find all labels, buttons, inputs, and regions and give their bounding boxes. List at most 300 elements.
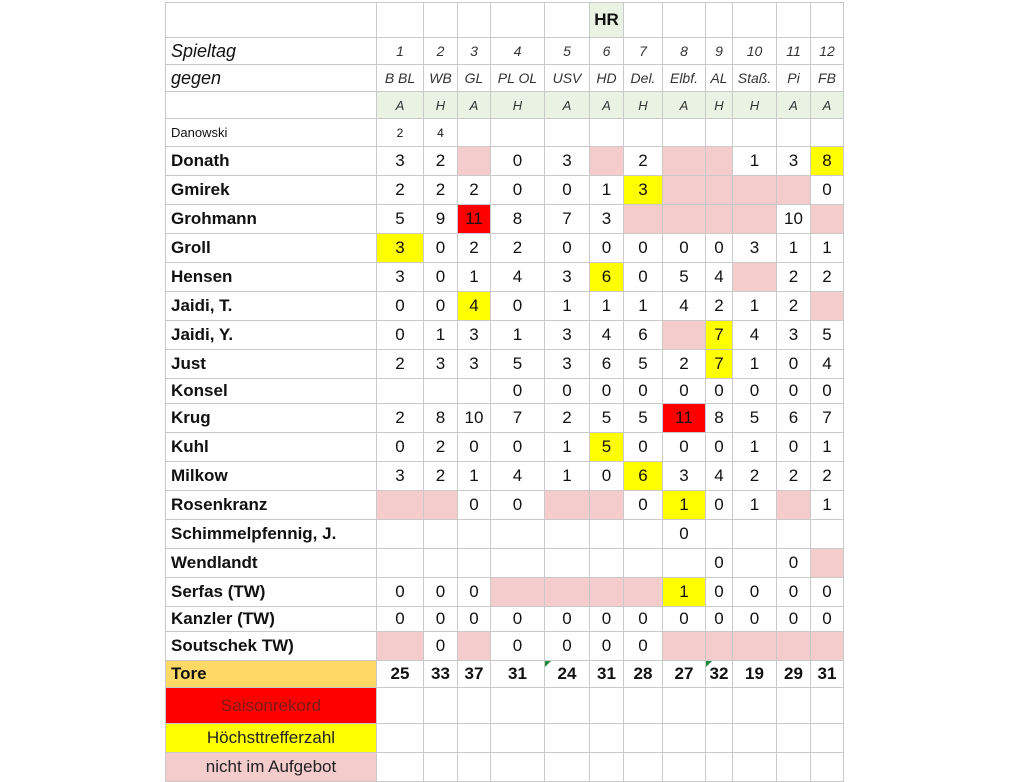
spieltag-cell: 7 [624, 38, 663, 65]
goal-cell: 0 [706, 549, 733, 578]
goal-cell: 3 [545, 350, 590, 379]
spieltag-cell: 8 [663, 38, 706, 65]
goal-cell: 0 [491, 147, 545, 176]
player-row [166, 462, 844, 491]
goal-cell: 4 [424, 119, 458, 147]
spieltag-cell: 3 [458, 38, 491, 65]
goal-cell: 5 [733, 404, 777, 433]
hr-label: HR [590, 3, 624, 38]
goal-cell: 3 [624, 176, 663, 205]
gegen-cell: PL OL [491, 65, 545, 92]
goal-cell [811, 632, 844, 661]
goal-cell: 8 [811, 147, 844, 176]
goal-cell: 0 [545, 234, 590, 263]
goal-cell: 7 [706, 321, 733, 350]
goal-cell: 2 [663, 350, 706, 379]
player-name: Kanzler (TW) [166, 607, 377, 632]
tore-total: 31 [491, 661, 545, 688]
goal-cell: 5 [491, 350, 545, 379]
gegen-cell: FB [811, 65, 844, 92]
goal-cell [777, 520, 811, 549]
goal-cell: 0 [424, 263, 458, 292]
goal-cell: 4 [706, 263, 733, 292]
tore-total: 33 [424, 661, 458, 688]
goal-cell: 6 [624, 321, 663, 350]
opponent-row [166, 65, 844, 92]
goal-cell [491, 549, 545, 578]
goal-cell [491, 520, 545, 549]
ha-cell: A [590, 92, 624, 119]
goal-cell: 0 [491, 433, 545, 462]
goal-cell: 5 [663, 263, 706, 292]
goal-cell: 1 [733, 350, 777, 379]
goal-cell: 0 [811, 379, 844, 404]
goal-cell: 0 [733, 607, 777, 632]
goal-cell [545, 491, 590, 520]
home-away-row [166, 92, 844, 119]
player-name: Wendlandt [166, 549, 377, 578]
goal-cell: 3 [663, 462, 706, 491]
goal-cell: 0 [590, 234, 624, 263]
goal-cell [377, 491, 424, 520]
gegen-cell: Del. [624, 65, 663, 92]
goal-cell: 8 [706, 404, 733, 433]
goal-cell: 4 [491, 462, 545, 491]
goal-cell [706, 632, 733, 661]
goal-cell: 0 [706, 578, 733, 607]
goal-cell: 0 [491, 176, 545, 205]
player-name: Konsel [166, 379, 377, 404]
goal-cell: 2 [733, 462, 777, 491]
goal-cell: 1 [733, 292, 777, 321]
goal-cell: 0 [491, 491, 545, 520]
gegen-label: gegen [166, 65, 377, 92]
legend-hoechsttrefferzahl: Höchsttrefferzahl [166, 724, 377, 753]
tore-total: 28 [624, 661, 663, 688]
goal-cell [590, 491, 624, 520]
player-name: Milkow [166, 462, 377, 491]
goal-cell: 2 [458, 176, 491, 205]
goal-cell: 2 [424, 147, 458, 176]
goal-cell: 0 [545, 607, 590, 632]
goal-cell [733, 263, 777, 292]
tore-total: 31 [811, 661, 844, 688]
player-name: Krug [166, 404, 377, 433]
goal-cell [733, 176, 777, 205]
goal-cell [706, 176, 733, 205]
tore-row [166, 661, 844, 688]
spieltag-cell: 4 [491, 38, 545, 65]
goal-cell [624, 119, 663, 147]
empty-corner [166, 3, 377, 38]
goal-cell: 3 [545, 321, 590, 350]
goal-cell: 3 [424, 350, 458, 379]
goal-cell: 0 [424, 234, 458, 263]
spieltag-cell: 1 [377, 38, 424, 65]
goal-cell: 0 [624, 607, 663, 632]
goal-cell: 4 [733, 321, 777, 350]
goal-cell: 2 [458, 234, 491, 263]
goal-cell: 1 [545, 292, 590, 321]
goal-cell [811, 549, 844, 578]
goal-cell [590, 549, 624, 578]
goal-cell: 0 [811, 607, 844, 632]
player-name: Groll [166, 234, 377, 263]
goal-cell [624, 578, 663, 607]
goal-cell [706, 119, 733, 147]
player-name: Donath [166, 147, 377, 176]
goal-cell [733, 520, 777, 549]
goal-cell: 3 [545, 263, 590, 292]
legend-nicht-im-aufgebot: nicht im Aufgebot [166, 753, 377, 782]
player-name: Jaidi, T. [166, 292, 377, 321]
goal-cell: 7 [811, 404, 844, 433]
goal-cell [706, 147, 733, 176]
player-row [166, 321, 844, 350]
goal-cell: 3 [377, 263, 424, 292]
goal-cell: 4 [590, 321, 624, 350]
ha-cell: A [663, 92, 706, 119]
goal-cell: 1 [733, 433, 777, 462]
goal-cell: 0 [424, 292, 458, 321]
legend-row [166, 724, 844, 753]
goal-cell: 0 [545, 632, 590, 661]
goal-cell: 0 [777, 578, 811, 607]
goal-cell: 0 [377, 433, 424, 462]
top-row [166, 3, 844, 38]
ha-cell: A [458, 92, 491, 119]
goal-cell: 3 [377, 147, 424, 176]
gegen-cell: USV [545, 65, 590, 92]
goal-cell: 0 [733, 379, 777, 404]
goal-cell: 2 [424, 433, 458, 462]
goal-cell: 1 [545, 433, 590, 462]
goal-cell: 4 [663, 292, 706, 321]
player-row [166, 607, 844, 632]
goal-cell: 0 [590, 607, 624, 632]
player-row [166, 379, 844, 404]
goal-cell: 1 [491, 321, 545, 350]
player-row [166, 520, 844, 549]
goal-cell: 1 [733, 491, 777, 520]
spieltag-cell: 11 [777, 38, 811, 65]
goal-cell [663, 549, 706, 578]
goal-cell [733, 205, 777, 234]
goal-cell: 2 [811, 462, 844, 491]
goal-cell: 2 [777, 263, 811, 292]
player-row [166, 404, 844, 433]
goal-cell: 3 [777, 147, 811, 176]
goal-cell: 2 [377, 176, 424, 205]
goal-cell: 0 [424, 632, 458, 661]
spieltag-cell: 6 [590, 38, 624, 65]
goal-cell: 1 [663, 578, 706, 607]
ha-cell: A [811, 92, 844, 119]
goal-cell: 0 [706, 491, 733, 520]
player-row [166, 263, 844, 292]
goal-cell: 0 [458, 433, 491, 462]
goal-cell [424, 549, 458, 578]
goal-cell: 0 [545, 176, 590, 205]
goal-cell: 5 [377, 205, 424, 234]
goal-cell: 1 [458, 263, 491, 292]
goal-cell [458, 549, 491, 578]
spieltag-cell: 5 [545, 38, 590, 65]
goal-cell: 0 [424, 578, 458, 607]
goal-cell: 3 [777, 321, 811, 350]
ha-cell: H [624, 92, 663, 119]
goal-cell: 11 [663, 404, 706, 433]
goal-cell: 3 [377, 462, 424, 491]
goal-cell [624, 520, 663, 549]
goal-cell: 2 [377, 404, 424, 433]
goal-cell [811, 292, 844, 321]
goal-cell: 4 [811, 350, 844, 379]
goal-cell: 0 [545, 379, 590, 404]
goal-cell: 0 [624, 632, 663, 661]
goal-cell: 0 [624, 433, 663, 462]
player-name: Rosenkranz [166, 491, 377, 520]
tore-label: Tore [166, 661, 377, 688]
goal-cell: 0 [706, 234, 733, 263]
goal-cell: 0 [377, 607, 424, 632]
gegen-cell: B BL [377, 65, 424, 92]
goal-cell [777, 632, 811, 661]
tore-total: 19 [733, 661, 777, 688]
player-name: Hensen [166, 263, 377, 292]
goal-cell: 0 [424, 607, 458, 632]
goal-cell [424, 520, 458, 549]
goal-cell: 0 [777, 549, 811, 578]
goal-cell: 10 [777, 205, 811, 234]
goal-cell: 9 [424, 205, 458, 234]
goal-cell: 2 [424, 176, 458, 205]
goal-cell: 11 [458, 205, 491, 234]
goal-cell: 4 [706, 462, 733, 491]
goal-cell [811, 520, 844, 549]
goal-cell: 5 [624, 350, 663, 379]
gegen-cell: AL [706, 65, 733, 92]
goal-cell [377, 632, 424, 661]
goal-cell: 2 [624, 147, 663, 176]
goal-cell: 0 [733, 578, 777, 607]
goal-cell: 0 [377, 292, 424, 321]
goal-cell [590, 119, 624, 147]
goal-cell [458, 520, 491, 549]
goal-cell: 1 [811, 433, 844, 462]
goal-cell [377, 520, 424, 549]
goal-cell: 0 [777, 350, 811, 379]
goal-cell [491, 578, 545, 607]
goal-cell: 2 [706, 292, 733, 321]
gegen-cell: Pi [777, 65, 811, 92]
goal-cell: 0 [624, 263, 663, 292]
tore-total: 29 [777, 661, 811, 688]
player-row [166, 350, 844, 379]
player-name: Danowski [166, 119, 377, 147]
goal-cell: 0 [590, 632, 624, 661]
legend-saisonrekord: Saisonrekord [166, 688, 377, 724]
player-row [166, 292, 844, 321]
goal-cell: 3 [377, 234, 424, 263]
goal-cell [706, 205, 733, 234]
goal-cell [663, 632, 706, 661]
spieltag-label: Spieltag [166, 38, 377, 65]
goal-cell [590, 147, 624, 176]
goal-cell [545, 578, 590, 607]
goal-cell [663, 176, 706, 205]
ha-cell: A [545, 92, 590, 119]
ha-cell: H [491, 92, 545, 119]
goal-cell [590, 578, 624, 607]
goal-cell: 0 [624, 491, 663, 520]
gegen-cell: WB [424, 65, 458, 92]
ha-cell: H [424, 92, 458, 119]
goal-cell: 1 [458, 462, 491, 491]
goal-cell [663, 147, 706, 176]
goal-cell: 0 [590, 462, 624, 491]
goal-cell: 0 [706, 433, 733, 462]
ha-cell: A [377, 92, 424, 119]
goal-cell: 2 [491, 234, 545, 263]
goal-cell: 4 [458, 292, 491, 321]
goal-cell [458, 632, 491, 661]
goal-cell: 0 [590, 379, 624, 404]
player-name: Soutschek TW) [166, 632, 377, 661]
goal-cell [377, 379, 424, 404]
goal-cell: 0 [458, 607, 491, 632]
player-row [166, 433, 844, 462]
player-name: Just [166, 350, 377, 379]
goal-cell [811, 119, 844, 147]
goal-cell: 3 [458, 350, 491, 379]
tore-total: 31 [590, 661, 624, 688]
goal-cell: 0 [663, 607, 706, 632]
goal-cell [663, 205, 706, 234]
goal-cell [424, 491, 458, 520]
gegen-cell: Elbf. [663, 65, 706, 92]
goal-cell: 2 [777, 292, 811, 321]
goal-cell [733, 632, 777, 661]
goal-cell: 0 [663, 520, 706, 549]
goal-cell: 3 [545, 147, 590, 176]
goal-cell: 2 [545, 404, 590, 433]
goal-cell: 0 [663, 433, 706, 462]
goal-cell: 5 [811, 321, 844, 350]
goal-cell [811, 205, 844, 234]
goal-cell [590, 520, 624, 549]
player-name: Schimmelpfennig, J. [166, 520, 377, 549]
goal-cell [491, 119, 545, 147]
goal-cell: 2 [377, 350, 424, 379]
goal-cell: 0 [624, 379, 663, 404]
goal-cell [663, 321, 706, 350]
goal-cell: 1 [424, 321, 458, 350]
goal-cell: 1 [590, 292, 624, 321]
goal-cell [545, 119, 590, 147]
goal-cell: 8 [491, 205, 545, 234]
goal-cell: 1 [777, 234, 811, 263]
goal-cell: 6 [590, 350, 624, 379]
goal-cell: 0 [624, 234, 663, 263]
goal-cell: 0 [377, 321, 424, 350]
goal-cell [733, 119, 777, 147]
spieltag-cell: 12 [811, 38, 844, 65]
ha-cell: A [777, 92, 811, 119]
player-row [166, 632, 844, 661]
goal-cell: 3 [590, 205, 624, 234]
goal-cell: 3 [733, 234, 777, 263]
gegen-cell: HD [590, 65, 624, 92]
goal-cell: 3 [458, 321, 491, 350]
player-row [166, 491, 844, 520]
goal-cell: 0 [706, 379, 733, 404]
goal-cell: 7 [491, 404, 545, 433]
ha-cell: H [733, 92, 777, 119]
player-row [166, 119, 844, 147]
goal-cell: 0 [663, 234, 706, 263]
player-name: Kuhl [166, 433, 377, 462]
goal-cell [777, 119, 811, 147]
goal-cell [663, 119, 706, 147]
goal-cell: 0 [706, 607, 733, 632]
goal-cell [624, 549, 663, 578]
player-name: Gmirek [166, 176, 377, 205]
goal-cell [424, 379, 458, 404]
player-row [166, 234, 844, 263]
goal-cell: 0 [491, 292, 545, 321]
goal-cell: 0 [491, 632, 545, 661]
player-row [166, 147, 844, 176]
goal-cell [777, 176, 811, 205]
player-row [166, 549, 844, 578]
goal-cell [458, 119, 491, 147]
gegen-cell: Staß. [733, 65, 777, 92]
scoring-table [165, 2, 844, 782]
goal-cell: 0 [663, 379, 706, 404]
goal-cell: 7 [706, 350, 733, 379]
goal-cell: 5 [624, 404, 663, 433]
player-row [166, 578, 844, 607]
goal-cell: 0 [491, 607, 545, 632]
goal-cell: 2 [777, 462, 811, 491]
goal-cell: 1 [733, 147, 777, 176]
goal-cell: 0 [458, 491, 491, 520]
goal-cell [545, 549, 590, 578]
goal-cell: 2 [377, 119, 424, 147]
goal-cell: 7 [545, 205, 590, 234]
goal-cell: 6 [777, 404, 811, 433]
goal-cell: 2 [811, 263, 844, 292]
player-name: Serfas (TW) [166, 578, 377, 607]
goal-cell [624, 205, 663, 234]
goal-cell: 6 [624, 462, 663, 491]
tore-total: 24 [545, 661, 590, 688]
goal-cell: 5 [590, 404, 624, 433]
goal-cell: 4 [491, 263, 545, 292]
goal-cell: 1 [545, 462, 590, 491]
goal-cell: 0 [811, 176, 844, 205]
tore-total: 32 [706, 661, 733, 688]
spieltag-cell: 2 [424, 38, 458, 65]
goal-cell [777, 491, 811, 520]
goal-cell: 0 [491, 379, 545, 404]
legend-row [166, 688, 844, 724]
goal-cell: 0 [811, 578, 844, 607]
player-name: Jaidi, Y. [166, 321, 377, 350]
spieltag-cell: 10 [733, 38, 777, 65]
goal-cell [377, 549, 424, 578]
